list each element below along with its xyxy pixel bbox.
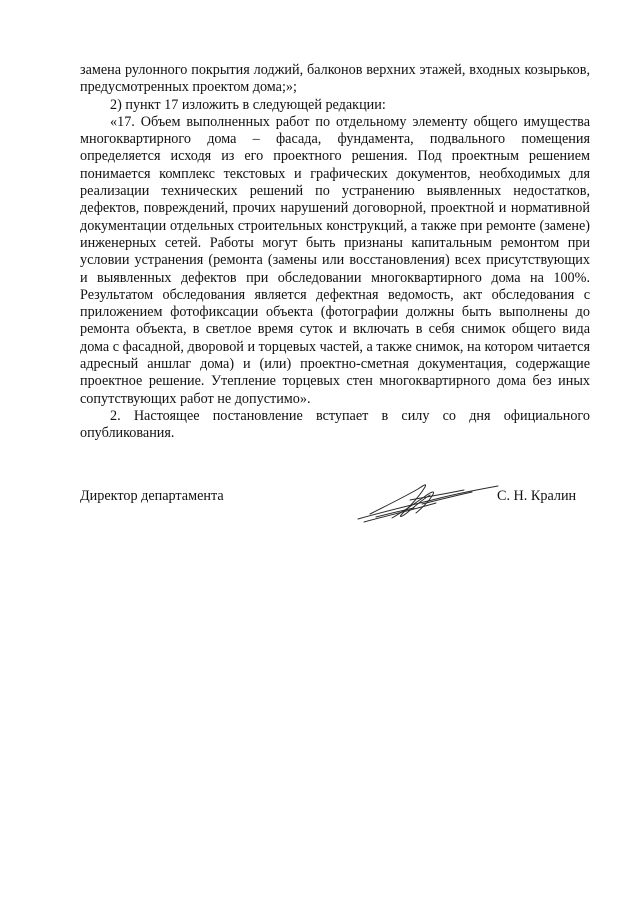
signatory-name: С. Н. Кралин: [497, 488, 577, 504]
paragraph-continuation: замена рулонного покрытия лоджий, балконов верхних этажей, входных козырьков, предусмотренных проектом дома;»;: [80, 62, 590, 96]
handwritten-signature: [352, 478, 502, 526]
document-body: [80, 62, 590, 443]
paragraph-effective-date: 2. Настоящее постановление вступает в силу со дня официального опубликования.: [80, 407, 590, 442]
paragraph-item-2: 2) пункт 17 изложить в следующей редакции:: [110, 96, 386, 113]
signatory-title: Директор департамента: [80, 488, 224, 504]
paragraph-point-17: «17. Объем выполненных работ по отдельному элементу общего имущества многоквартирного дома – фасада, фундамента, подвального помещения определяется исходя из его проектного решения. Под проектным решением понимается комплекс текстовых и графических документов, необходимых для реализации технических решений по устранению выявленных недостатков, дефектов, повреждений, прочих нарушений договорной, проектной и нормативной документации отдельных строительных конструкций, а также при ремонте (замене) инженерных сетей. Работы могут быть признаны капитальным ремонтом при условии устранения (ремонта (замены или восстановления) всех присутствующих и выявленных дефектов при обследовании многоквартирного дома на 100%. Результатом обследования является дефектная ведомость, акт обследования с приложением фотофиксации объекта (фотографии должны быть выполнены до ремонта объекта, в светлое время суток и включать в себя снимок общего вида дома с фасадной, дворовой и торцевых частей, а также снимок, на котором читается адресный аншлаг дома) и (или) проектно-сметная документация, содержащие проектное решение. Утепление торцевых стен многоквартирного дома без иных сопутствующих работ не допустимо».: [80, 113, 590, 407]
